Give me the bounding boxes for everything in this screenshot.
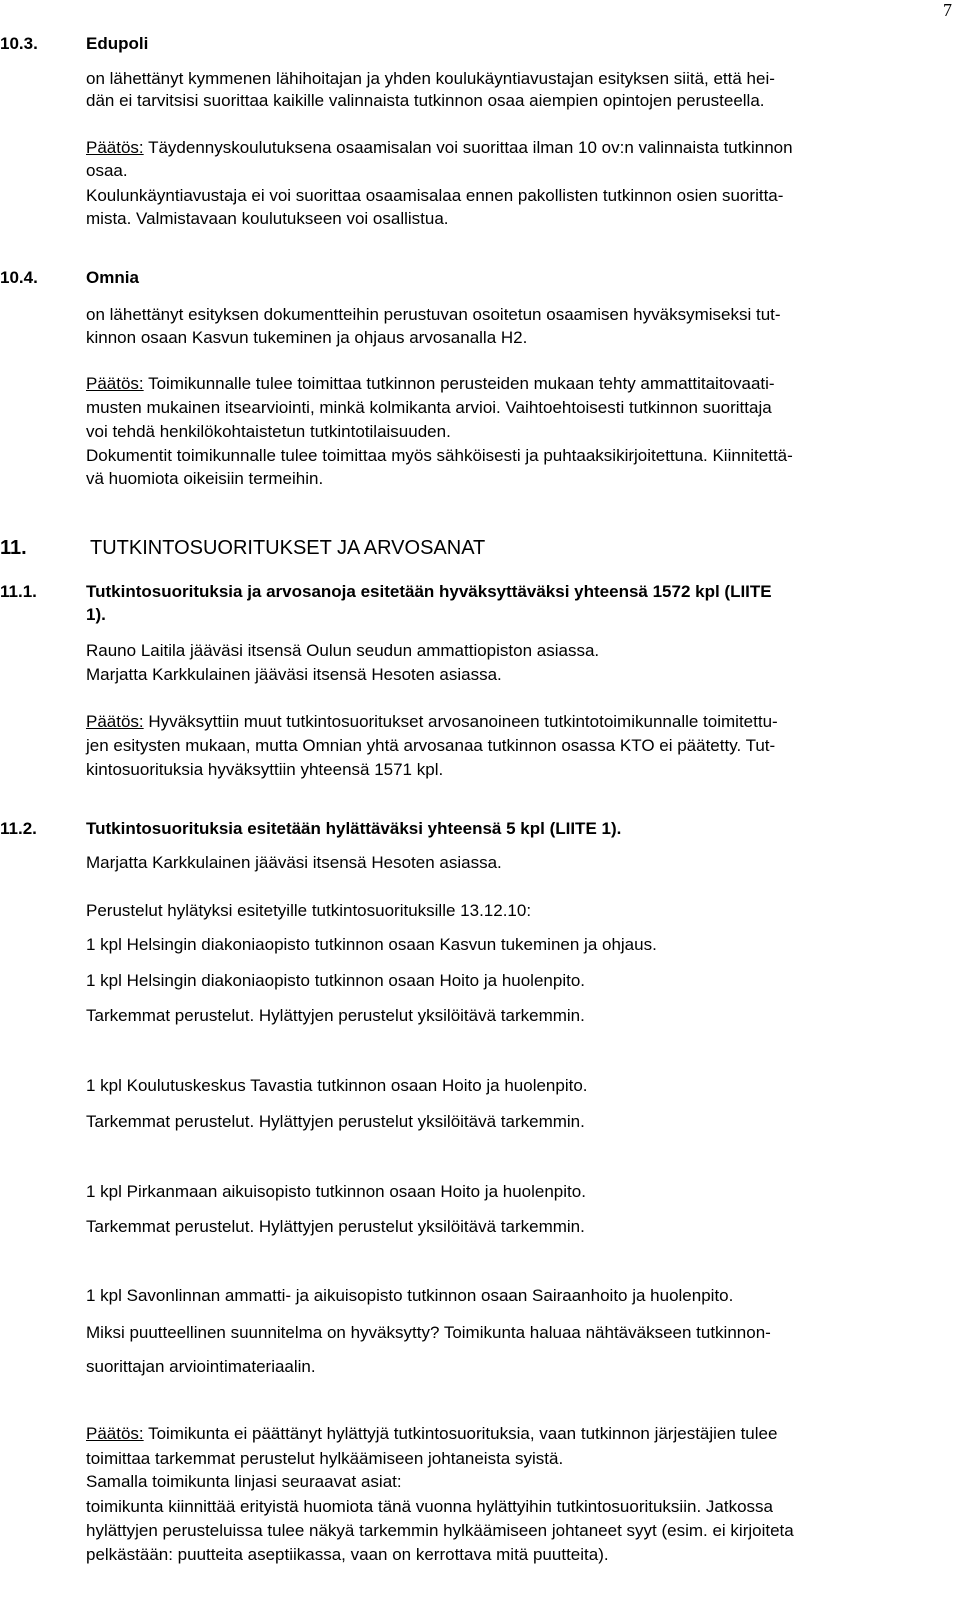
decision-label: Päätös: [86,712,144,731]
section-10-3-decision [86,137,793,159]
section-11-2-item-3: Tarkemmat perustelut. Hylättyjen perustelut yksilöitävä tarkemmin. [86,1006,585,1025]
section-11-1-title-line-1: Tutkintosuorituksia ja arvosanoja esitetään hyväksyttäväksi yhteensä 1572 kpl (LIITE [86,582,772,601]
section-11-1-recusal-2: Marjatta Karkkulainen jääväsi itsensä Hesoten asiassa. [86,665,502,684]
section-10-4-decision-line-5: vä huomiota oikeisiin termeihin. [86,469,324,488]
decision-text: Täydennyskoulutuksena osaamisalan voi suorittaa ilman 10 ov:n valinnaista tutkinnon [143,138,793,157]
section-10-3-text-line-2: dän ei tarvitsisi suorittaa kaikille valinnaista tutkinnon osaa aiempien opintojen perusteella. [86,91,765,110]
decision-label: Päätös: [86,1424,144,1443]
section-10-4-number: 10.4. [0,268,38,287]
section-10-3-text-line-1: on lähettänyt kymmenen lähihoitajan ja yhden koulukäyntiavustajan esityksen siitä, että hei- [86,69,775,88]
section-11-title: TUTKINTOSUORITUKSET JA ARVOSANAT [90,537,486,559]
section-11-2-decision [86,1423,777,1445]
section-11-2-item-9: Miksi puutteellinen suunnitelma on hyväksytty? Toimikunta haluaa nähtäväkseen tutkinnon- [86,1323,771,1342]
section-11-2-grounds-intro: Perustelut hylätyksi esitetyille tutkintosuorituksille 13.12.10: [86,901,532,920]
section-10-4-decision-line-3: voi tehdä henkilökohtaistetun tutkintotilaisuuden. [86,422,451,441]
section-11-2-item-10: suorittajan arviointimateriaalin. [86,1357,316,1376]
decision-label: Päätös: [86,138,144,157]
section-11-1-title-line-2: 1). [86,605,106,624]
section-10-3-decision-line-2: osaa. [86,161,128,180]
section-11-2-decision-line-5: hylättyjen perusteluissa tulee näkyä tarkemmin hylkäämiseen johtaneet syyt (esim. ei kirjoiteta [86,1521,794,1540]
page-number: 7 [943,0,952,20]
section-11-1-recusal-1: Rauno Laitila jääväsi itsensä Oulun seudun ammattiopiston asiassa. [86,641,600,660]
section-10-4-text-line-2: kinnon osaan Kasvun tukeminen ja ohjaus arvosanalla H2. [86,328,528,347]
section-10-4-decision-line-4: Dokumentit toimikunnalle tulee toimittaa myös sähköisesti ja puhtaaksikirjoitettuna. Kiinnitettä- [86,446,793,465]
section-10-3-title: Edupoli [86,34,149,53]
section-10-3-decision-line-4: mista. Valmistavaan koulutukseen voi osallistua. [86,209,449,228]
section-11-2-recusal: Marjatta Karkkulainen jääväsi itsensä Hesoten asiassa. [86,853,502,872]
section-11-2-decision-line-2: toimittaa tarkemmat perustelut hylkäämiseen johtaneista syistä. [86,1449,564,1468]
section-11-1-number: 11.1. [0,582,37,601]
decision-text: Toimikunta ei päättänyt hylättyjä tutkintosuorituksia, vaan tutkinnon järjestäjien tulee [143,1424,778,1443]
section-10-4-decision [86,373,775,395]
section-11-1-decision [86,711,778,733]
section-11-2-item-2: 1 kpl Helsingin diakoniaopisto tutkinnon osaan Hoito ja huolenpito. [86,971,586,990]
section-11-2-item-5: Tarkemmat perustelut. Hylättyjen perustelut yksilöitävä tarkemmin. [86,1112,585,1131]
section-11-1-decision-line-2: jen esitysten mukaan, mutta Omnian yhtä arvosanaa tutkinnon osassa KTO ei päätetty. Tut- [86,736,776,755]
section-11-2-decision-line-4: toimikunta kiinnittää erityistä huomiota tänä vuonna hylättyihin tutkintosuorituksiin. Jatkossa [86,1497,773,1516]
section-11-2-item-4: 1 kpl Koulutuskeskus Tavastia tutkinnon osaan Hoito ja huolenpito. [86,1076,588,1095]
section-11-2-item-8: 1 kpl Savonlinnan ammatti- ja aikuisopisto tutkinnon osaan Sairaanhoito ja huolenpito. [86,1286,734,1305]
section-11-1-decision-line-3: kintosuorituksia hyväksyttiin yhteensä 1571 kpl. [86,760,444,779]
section-11-2-item-7: Tarkemmat perustelut. Hylättyjen perustelut yksilöitävä tarkemmin. [86,1217,585,1236]
section-11-2-decision-line-6: pelkästään: puutteita aseptiikassa, vaan on kerrottava mitä puutteita). [86,1545,609,1564]
section-10-4-title: Omnia [86,268,139,287]
section-10-3-number: 10.3. [0,34,38,53]
section-11-2-title: Tutkintosuorituksia esitetään hylättäväksi yhteensä 5 kpl (LIITE 1). [86,819,622,838]
section-10-4-decision-line-2: musten mukainen itsearviointi, minkä kolmikanta arvioi. Vaihtoehtoisesti tutkinnon suorittaja [86,398,772,417]
section-11-2-decision-line-3: Samalla toimikunta linjasi seuraavat asiat: [86,1472,402,1491]
section-11-2-item-6: 1 kpl Pirkanmaan aikuisopisto tutkinnon osaan Hoito ja huolenpito. [86,1182,586,1201]
section-11-2-number: 11.2. [0,819,37,838]
section-10-3-decision-line-3: Koulunkäyntiavustaja ei voi suorittaa osaamisalaa ennen pakollisten tutkinnon osien suoritta- [86,186,784,205]
section-10-4-text-line-1: on lähettänyt esityksen dokumentteihin perustuvan osoitetun osaamisen hyväksymiseksi tut- [86,305,781,324]
decision-label: Päätös: [86,374,144,393]
section-11-number: 11. [0,537,27,559]
decision-text: Toimikunnalle tulee toimittaa tutkinnon perusteiden mukaan tehty ammattitaitovaati- [143,374,775,393]
section-11-2-item-1: 1 kpl Helsingin diakoniaopisto tutkinnon osaan Kasvun tukeminen ja ohjaus. [86,935,657,954]
decision-text: Hyväksyttiin muut tutkintosuoritukset arvosanoineen tutkintotoimikunnalle toimitettu- [143,712,778,731]
